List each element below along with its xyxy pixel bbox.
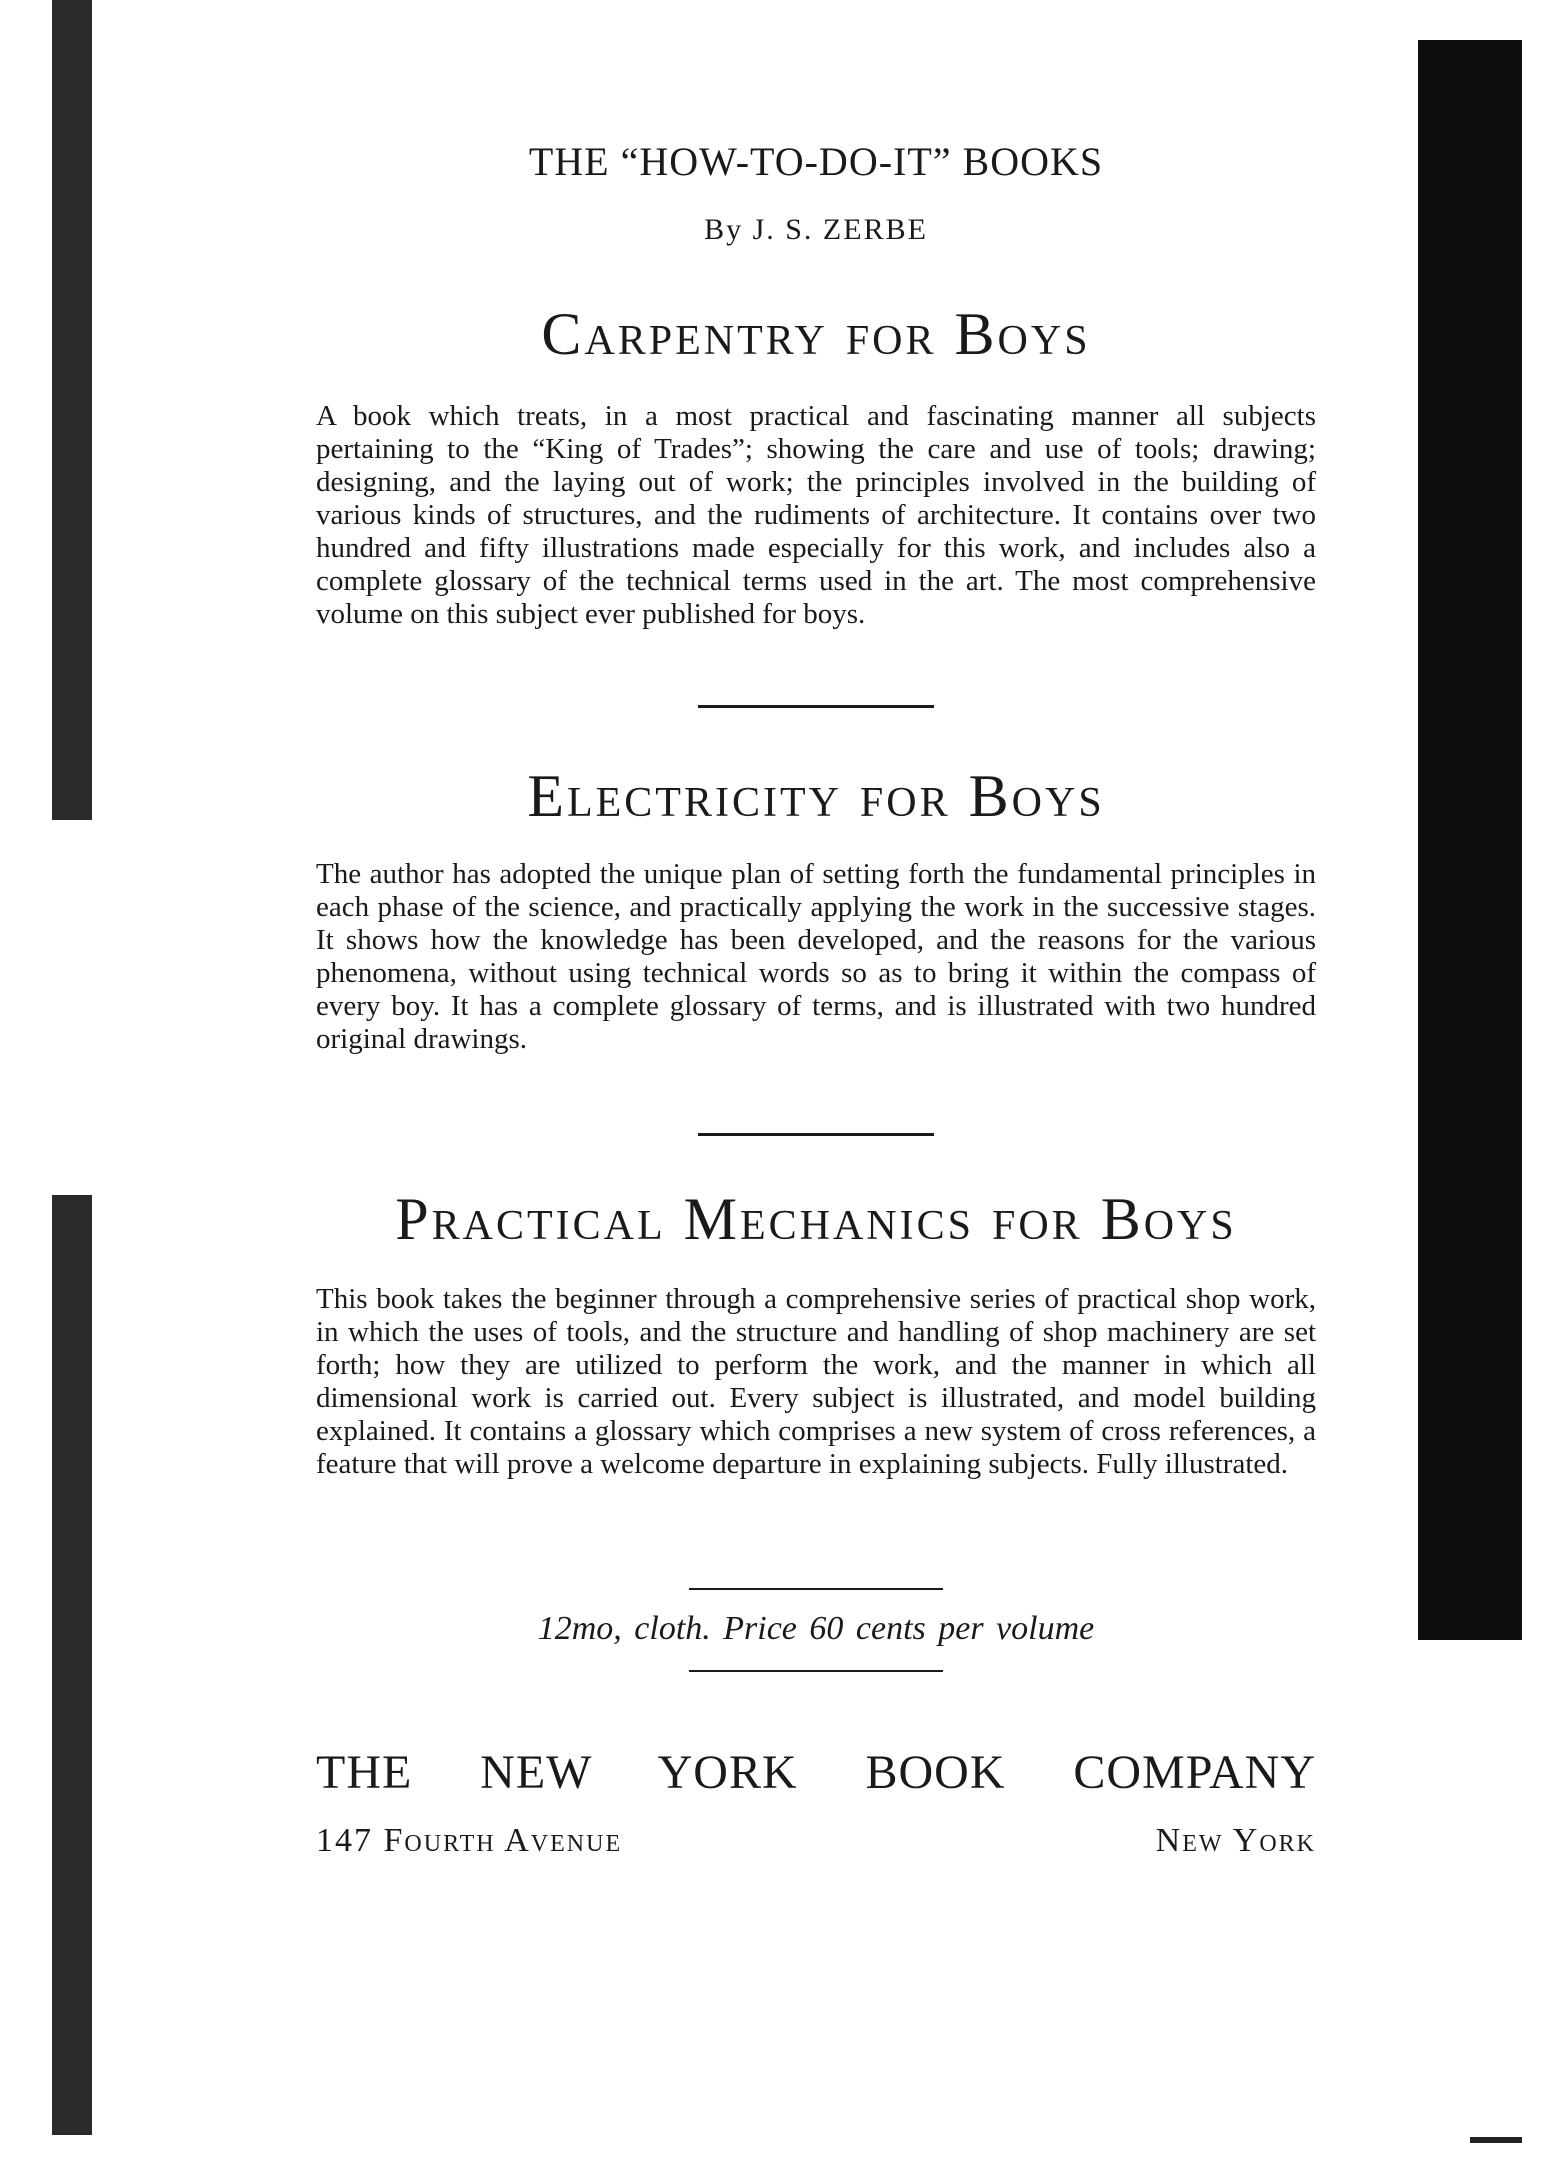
scan-mark bbox=[1470, 2137, 1522, 2143]
publisher-name: THE NEW YORK BOOK COMPANY bbox=[316, 1746, 1316, 1799]
price-rule-top bbox=[689, 1588, 943, 1590]
book-description-carpentry: A book which treats, in a most practical and fascinating manner all subjects pertaining to the “King of Trades”; showing the care and use of tools; drawing; designing, and the laying out of work; the principles involved in the building of various kinds of structures, and the rudiments of architecture. It contains over two hundred and fifty illustrations made especially for this work, and includes also a complete glossary of the technical terms used in the art. The most comprehensive volume on this subject ever published for boys. bbox=[316, 400, 1316, 630]
book-description-electricity: The author has adopted the unique plan of setting forth the fundamental principles in each phase of the science, and practically applying the work in the successive stages. It shows how the knowledge has been developed, and the reasons for the various phenomena, without using technical words so as to bring it within the compass of every boy. It has a complete glossary of terms, and is illustrated with two hundred original drawings. bbox=[316, 858, 1316, 1055]
book-title-mechanics: Practical Mechanics for Boys bbox=[395, 1186, 1237, 1252]
publisher-address: 147 Fourth Avenue bbox=[316, 1822, 623, 1859]
section-divider bbox=[698, 705, 934, 708]
author-line: By J. S. ZERBE bbox=[704, 213, 928, 246]
book-title-carpentry: Carpentry for Boys bbox=[541, 301, 1091, 367]
book-description-mechanics: This book takes the beginner through a comprehensive series of practical shop work, in which the uses of tools, and the structure and handling of shop machinery are set forth; how they are utilized to perform the work, and the manner in which all dimensional work is carried out. Every subject is illustrated, and model building explained. It contains a glossary which comprises a new system of cross references, a feature that will prove a welcome departure in explaining subjects. Fully illustrated. bbox=[316, 1283, 1316, 1480]
scan-shadow-left-bottom bbox=[52, 1195, 92, 2135]
scan-shadow-right bbox=[1418, 40, 1522, 1640]
price-rule-bottom bbox=[689, 1670, 943, 1672]
scan-shadow-left-top bbox=[52, 0, 92, 820]
series-header: THE “HOW-TO-DO-IT” BOOKS bbox=[528, 139, 1104, 184]
section-divider bbox=[698, 1133, 934, 1136]
advertisement-page bbox=[316, 0, 1316, 2183]
publisher-city: New York bbox=[1155, 1822, 1316, 1859]
price-line: 12mo, cloth. Price 60 cents per volume bbox=[537, 1610, 1095, 1647]
book-title-electricity: Electricity for Boys bbox=[527, 763, 1105, 829]
